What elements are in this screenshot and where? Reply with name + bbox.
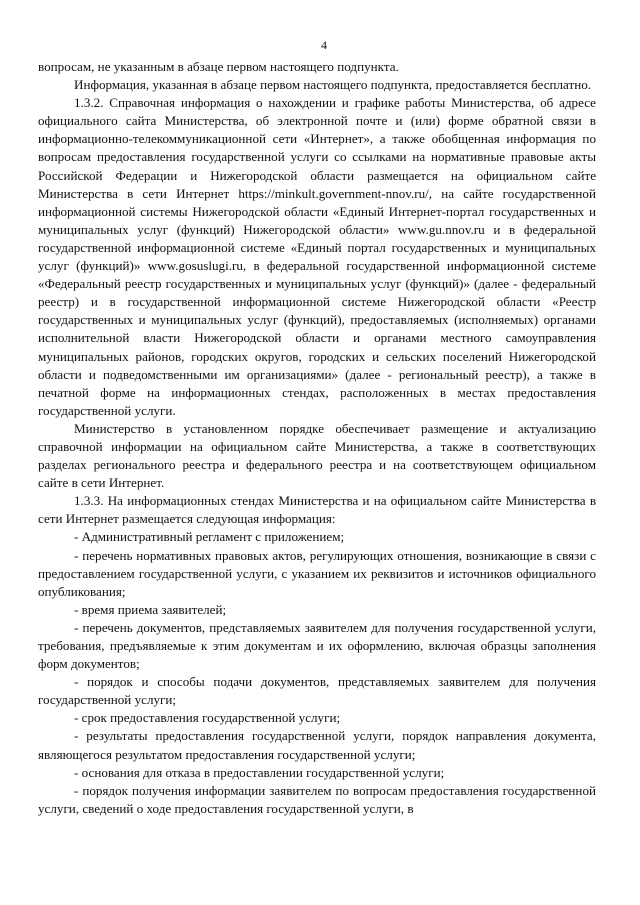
paragraph: 1.3.2. Справочная информация о нахождении и графике работы Министерства, об адресе официального сайта Министерства, об электронной почте и (или) форме обратной связи в информационно-телекоммуникационной сети «Интернет», а также обобщенная информация по вопросам предоставления государственной услуги со ссылками на нормативные правовые акты Российской Федерации и Нижегородской области размещается на официальном сайте Министерства в сети Интернет https://minkult.government-nnov.ru/, на сайте государственной информационной системы Нижегородской области «Единый Интернет-портал государственных и муниципальных услуг (функций) Нижегородской области» www.gu.nnov.ru и в федеральной государственной информационной системе «Единый портал государственных и муниципальных услуг (функций)» www.gosuslugi.ru, в федеральной государственной информационной системе «Федеральный реестр государственных и муниципальных услуг (функций)» (далее - федеральный реестр) и в государственной информационной системе Нижегородской области «Реестр государственных и муниципальных услуг (функций), предоставляемых (исполняемых) органами исполнительной власти Нижегородской области и органами местного самоуправления муниципальных районов, городских округов, городских и сельских поселений Нижегородской области и подведомственными им организациями» (далее - региональный реестр), а также в печатной форме на информационных стендах, расположенных в местах предоставления государственной услуги. <box>38 95 596 418</box>
paragraph: - срок предоставления государственной услуги; <box>74 710 341 726</box>
paragraph: Министерство в установленном порядке обеспечивает размещение и актуализацию справочной информации на официальном сайте Министерства, а также в соответствующих разделах регионального реестра и федерального реестра и на соответствующем официальном сайте в сети Интернет. <box>38 420 596 491</box>
document-body <box>38 58 596 818</box>
paragraph: - порядок получения информации заявителем по вопросам предоставления государственной услуги, сведений о ходе предоставления государственной услуги, в <box>38 782 596 816</box>
paragraph: - результаты предоставления государственной услуги, порядок направления документа, являющегося результатом предоставления государственной услуги; <box>38 728 596 762</box>
paragraph: - Административный регламент с приложением; <box>74 529 345 545</box>
paragraph: - порядок и способы подачи документов, представляемых заявителем для получения государственной услуги; <box>38 674 596 708</box>
paragraph: 1.3.3. На информационных стендах Министерства и на официальном сайте Министерства в сети Интернет размещается следующая информация: <box>38 493 596 527</box>
page-number: 4 <box>321 38 327 52</box>
paragraph: - основания для отказа в предоставлении государственной услуги; <box>74 764 445 780</box>
paragraph: вопросам, не указанным в абзаце первом настоящего подпункта. <box>38 59 399 74</box>
paragraph: Информация, указанная в абзаце первом настоящего подпункта, предоставляется бесплатно. <box>74 77 592 93</box>
paragraph: - перечень нормативных правовых актов, регулирующих отношения, возникающие в связи с предоставлением государственной услуги, с указанием их реквизитов и источников официального опубликования; <box>38 547 596 599</box>
paragraph: - перечень документов, представляемых заявителем для получения государственной услуги, требования, предъявляемые к этим документам и их оформлению, включая образцы заполнения форм документов; <box>38 619 596 672</box>
paragraph: - время приема заявителей; <box>74 601 227 617</box>
